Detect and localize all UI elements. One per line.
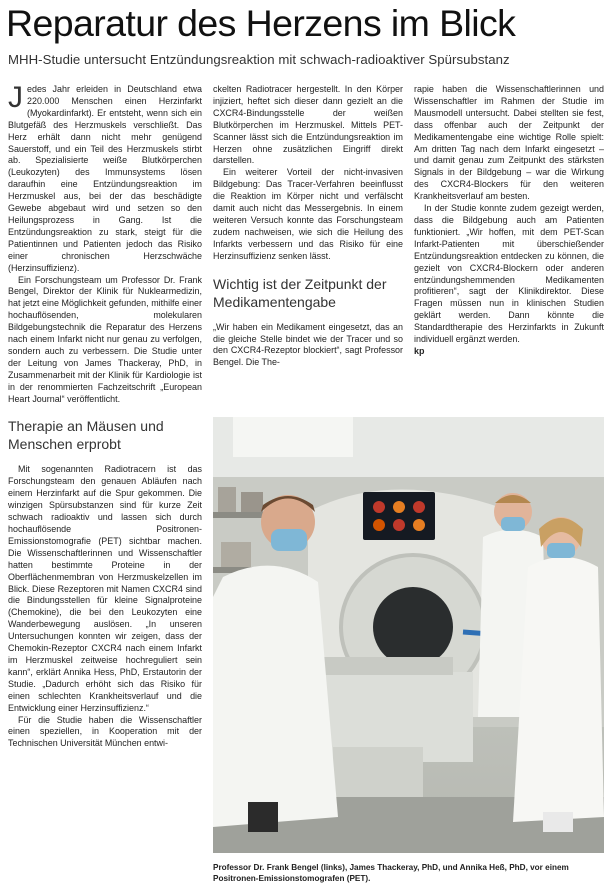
paragraph-intro-text: edes Jahr erleiden in Deutschland etwa 220.000 Menschen einen Herzinfarkt (Myokardinfarkt). Er entsteht, wenn sich ein Blutgefäß des Herzmuskels verschließt. Das Herz erhält dann nicht mehr genügend Sauerstoff, und ein Teil des Herzmuskels stirbt ab. Spezialisierte weiße Blutkörperchen (Leukozyten) des Immunsystems lösen daraufhin eine Entzündungsreaktion im Herzmuskel aus, bei der das beschädigte Gewebe abgebaut wird und setzen so den Heilungsprozess in Gang. Ist die Entzündungsreaktion zu stark, steigt für die Patientinnen und Patienten jedoch das Risiko einer chronischen Herzschwäche (Herzinsuffizienz). bbox=[8, 84, 202, 273]
paragraph: ckelten Radiotracer hergestellt. In den Körper injiziert, heftet sich dieser dann gezielt an die CXCR4-Bindungsstelle der weißen Blutkörperchen im Herzmuskel. Mittels PET-Scanner lässt sich die Entzündungsreaktion im Herzen ohne zusätzlichen Eingriff direkt darstellen. bbox=[213, 84, 403, 166]
text-column-1 bbox=[8, 81, 202, 750]
paragraph: Ein weiterer Vorteil der nicht-invasiven Bildgebung: Das Tracer-Verfahren beeinflusst die Reaktion im Körper nicht und verfälscht damit auch nicht das Messergebnis. In einem weiteren Versuch konnte das Forschungsteam zudem nachweisen, wie sich die Heilung des Infarkts verbessern und das Risiko für eine Herzinsuffizienz senken lässt. bbox=[213, 167, 403, 261]
paragraph: In der Studie konnte zudem gezeigt werden, dass die Bildgebung auch am Patienten funktioniert. „Wir hoffen, mit dem PET-Scan Infarkt-Patienten mit überschießender Entzündungsreaktion entdecken zu können, die gezielt von CXCR4-Blockern oder anderen entzündungshemmenden Medikamenten profitieren“, sagt der Klinikdirektor. Diese Fragen müssen nun in klinischen Studien geklärt werden. Dann könnte die Standardtherapie des Herzinfarkts in Zukunft individuell ergänzt werden. bbox=[414, 203, 604, 345]
photo-illustration bbox=[213, 417, 604, 853]
paragraph: Für die Studie haben die Wissenschaftler einen speziellen, in Kooperation mit der Technischen Universität München entwi- bbox=[8, 714, 202, 749]
section-heading: Wichtig ist der Zeitpunkt der Medikamentengabe bbox=[213, 275, 387, 310]
text-column-2 bbox=[213, 84, 403, 369]
drop-cap: J bbox=[8, 81, 23, 114]
article-photo bbox=[213, 417, 604, 853]
section-heading: Therapie an Mäusen und Menschen erprobt bbox=[8, 418, 164, 453]
paragraph: „Wir haben ein Medikament eingesetzt, das an die gleiche Stelle bindet wie der Tracer und so den CXCR4-Rezeptor blockiert“, sagt Professor Bengel. Die The- bbox=[213, 321, 403, 368]
article-subheadline: MHH-Studie untersucht Entzündungsreaktion mit schwach-radioaktiver Spürsubstanz bbox=[8, 52, 510, 67]
article-headline: Reparatur des Herzens im Blick bbox=[6, 2, 516, 44]
paragraph: rapie haben die Wissenschaftlerinnen und Wissenschaftler im Rahmen der Studie im Mausmodell untersucht. Dabei stellten sie fest, dass offenbar auch der Zeitpunkt der Medikamentengabe eine wichtige Rolle spielt: Am dritten Tag nach dem Infarkt eingesetzt – und damit genau zum Zeitpunkt des stärksten Signals in der Bildgebung – war die Wirkung des CXCR4-Blockers für den weiteren Krankheitsverlauf am besten. bbox=[414, 84, 604, 202]
paragraph-intro bbox=[8, 81, 202, 275]
paragraph: Ein Forschungsteam um Professor Dr. Frank Bengel, Direktor der Klinik für Nuklearmedizin, hat jetzt eine Möglichkeit gefunden, mithilfe einer hochauflösenden, molekularen Bildgebungstechnik die Reparatur des Herzens nach einem Infarkt nicht nur genau zu verfolgen, sondern auch zu verbessern. Die Studie unter der Leitung von James Thackeray, PhD, in Zusammenarbeit mit der Klinik für Kardiologie ist in der renommierten Fachzeitschrift „European Heart Journal“ veröffentlicht. bbox=[8, 274, 202, 404]
photo-caption: Professor Dr. Frank Bengel (links), James Thackeray, PhD, und Annika Heß, PhD, vor einem Positronen-Emissionstomografen (PET). bbox=[213, 863, 569, 883]
text-column-3 bbox=[414, 84, 604, 358]
author-signature: kp bbox=[414, 345, 425, 356]
paragraph: Mit sogenannten Radiotracern ist das Forschungsteam den genauen Abläufen nach einem Herzinfarkt auf die Spur gekommen. Die winzigen Spürsubstanzen sind für kurze Zeit schwach radioaktiv und lassen sich durch hochauflösende Positronen-Emissionstomografie (PET) sichtbar machen. Die Wissenschaftlerinnen und Wissenschaftler hatten bestimmte Proteine in der Oberflächenmembran von Herzmuskelzellen im Blick. Diese Rezeptoren mit Namen CXCR4 sind die Bindungsstellen für kleine Signalproteine (Chemokine), die bei den Leukozyten eine Wanderbewegung auslösen. „In unseren Untersuchungen konnten wir zeigen, dass der Chemokin-Rezeptor CXCR4 nach einem Infarkt im Herzmuskel zeitweise hochreguliert sein kann“, erklärt Annika Hess, PhD, Erstautorin der Studie. „Dadurch erhöht sich das Risiko für einen schlechten Krankheitsverlauf und die Entwicklung einer Herzinsuffizienz.“ bbox=[8, 464, 202, 713]
